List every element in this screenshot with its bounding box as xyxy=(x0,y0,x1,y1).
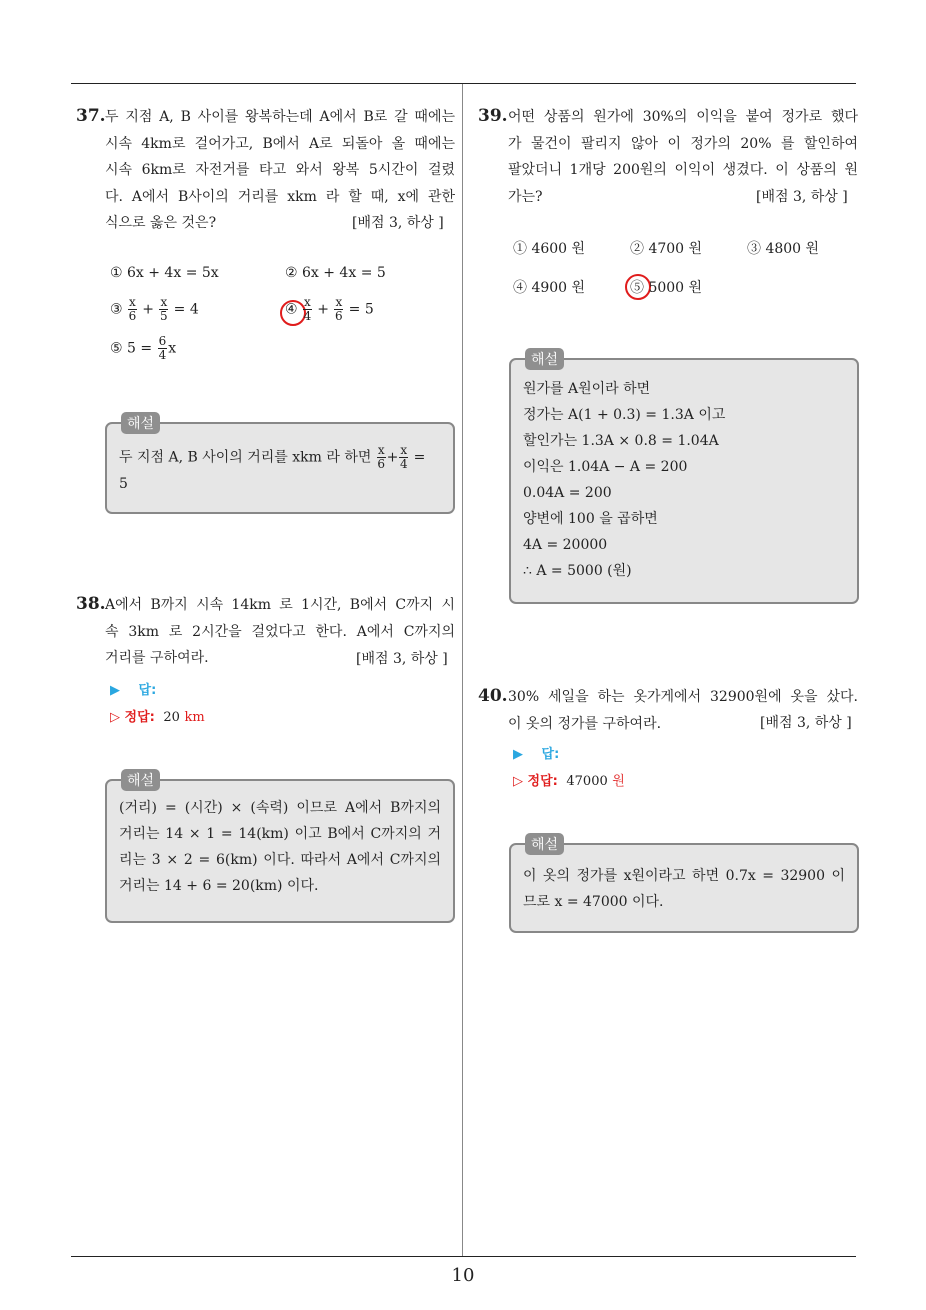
solution-line: 거리는 14 + 6 = 20(km) 이다. xyxy=(119,878,319,894)
solution-tag: 해설 xyxy=(525,348,564,370)
solution-box xyxy=(509,837,859,933)
correct-arrow-icon: ▷ xyxy=(513,774,523,789)
question-number: 39. xyxy=(478,106,508,126)
solution-tag: 해설 xyxy=(121,769,160,791)
question-number: 37. xyxy=(76,106,106,126)
fraction xyxy=(159,296,168,323)
answer-arrow-icon: ▶ xyxy=(513,747,523,762)
solution-line: 이익은 1.04A − A = 200 xyxy=(523,459,688,475)
option-mark: ⑤ xyxy=(110,340,123,357)
question-line: 가는? xyxy=(508,188,543,205)
option-1[interactable]: ① 6x + 4x = 5x xyxy=(110,265,219,281)
solution-text xyxy=(523,376,845,584)
bottom-rule xyxy=(71,1256,856,1257)
solution-tag: 해설 xyxy=(525,833,564,855)
fraction xyxy=(334,296,343,323)
question-line: 다. A에서 B사이의 거리를 xkm 라 할 때, x에 관한 xyxy=(105,188,455,205)
question-line: 속 3km 로 2시간을 걸었다고 한다. A에서 C까지의 xyxy=(105,623,455,640)
correct-label: 정답: xyxy=(124,710,155,725)
option-3[interactable] xyxy=(110,296,199,323)
option-mark: ⑤ xyxy=(630,280,644,296)
solution-line: ∴ A = 5000 (원) xyxy=(523,563,632,579)
numerator: x xyxy=(400,443,408,457)
difficulty-meta: [배점 3, 하상 ] xyxy=(756,189,848,205)
correct-answer-row xyxy=(110,706,205,725)
answer-row[interactable] xyxy=(110,679,156,698)
option-2[interactable]: ② 4700 원 xyxy=(630,241,703,257)
question-line: 어떤 상품의 원가에 30%의 이익을 붙여 정가로 했다 xyxy=(508,109,858,125)
option-3[interactable]: ③ 4800 원 xyxy=(747,241,820,257)
operator: + xyxy=(142,301,154,318)
page-number: 10 xyxy=(451,1265,475,1286)
question-line: 이 옷의 정가를 구하여라. xyxy=(508,715,662,732)
answer-label: 답: xyxy=(138,683,157,698)
answer-row[interactable] xyxy=(513,743,559,762)
question-line: 팔았더니 1개당 200원의 이익이 생겼다. 이 상품의 원 xyxy=(508,162,858,178)
difficulty-meta: [배점 3, 하상 ] xyxy=(352,215,444,231)
solution-line: 거리는 14 × 1 = 14(km) 이고 B에서 C까지의 거 xyxy=(119,826,441,842)
solution-prefix: 두 지점 A, B 사이의 거리를 xkm 라 하면 xyxy=(119,449,372,466)
fraction xyxy=(399,444,408,471)
numerator: x xyxy=(129,295,136,309)
question-line: 식으로 옳은 것은? xyxy=(105,215,217,231)
option-mark: ③ xyxy=(110,301,123,318)
correct-value: 20 xyxy=(163,710,180,725)
lhs: 5 = xyxy=(127,340,153,357)
solution-line: 이 옷의 정가를 x원이라고 하면 0.7x = 32900 이 xyxy=(523,868,845,884)
correct-value: 47000 xyxy=(566,774,608,789)
difficulty-meta: [배점 3, 하상 ] xyxy=(760,715,852,731)
difficulty-meta: [배점 3, 하상 ] xyxy=(356,651,448,667)
answer-label: 답: xyxy=(541,747,560,762)
question-line: 30% 세일을 하는 옷가게에서 32900원에 옷을 샀다. xyxy=(508,689,858,705)
solution-line: 할인가는 1.3A × 0.8 = 1.04A xyxy=(523,433,719,449)
question-line: A에서 B까지 시속 14km 로 1시간, B에서 C까지 시 xyxy=(105,597,455,613)
solution-line: 4A = 20000 xyxy=(523,537,608,553)
correct-unit: km xyxy=(184,710,205,725)
option-4[interactable] xyxy=(285,296,374,323)
numerator: x xyxy=(335,295,343,309)
solution-text xyxy=(119,444,441,497)
fraction xyxy=(303,296,312,323)
rhs: = 4 xyxy=(173,301,199,318)
solution-line: (거리) = (시간) × (속력) 이므로 A에서 B까지의 xyxy=(119,800,441,816)
column-divider xyxy=(462,84,463,1256)
numerator: 6 xyxy=(158,334,167,348)
variable: x xyxy=(168,340,177,357)
numerator: x xyxy=(377,443,385,457)
option-4[interactable]: ④ 4900 원 xyxy=(513,280,586,296)
solution-box xyxy=(105,416,455,514)
solution-box xyxy=(509,352,859,604)
rhs: = 5 xyxy=(348,301,374,318)
solution-line: 0.04A = 200 xyxy=(523,485,612,501)
operator: + xyxy=(317,301,329,318)
fraction xyxy=(128,296,137,323)
solution-tag: 해설 xyxy=(121,412,160,434)
top-rule xyxy=(71,83,856,84)
solution-box xyxy=(105,773,455,923)
solution-line xyxy=(119,444,441,471)
question-line: 두 지점 A, B 사이를 왕복하는데 A에서 B로 갈 때에는 xyxy=(105,109,455,125)
solution-line: 양변에 100 을 곱하면 xyxy=(523,511,658,527)
denominator: 5 xyxy=(160,309,168,323)
fraction xyxy=(377,444,386,471)
option-5[interactable] xyxy=(110,335,176,362)
correct-label: 정답: xyxy=(527,774,558,789)
denominator: 6 xyxy=(377,457,386,471)
solution-text xyxy=(119,795,441,899)
solution-line: 정가는 A(1 + 0.3) = 1.3A 이고 xyxy=(523,407,726,423)
solution-line: 리는 3 × 2 = 6(km) 이다. 따라서 A에서 C까지의 xyxy=(119,852,441,868)
question-number: 40. xyxy=(478,686,508,706)
question-line: 시속 6km로 자전거를 타고 와서 왕복 5시간이 걸렸 xyxy=(105,162,455,178)
question-number: 38. xyxy=(76,594,106,614)
answer-arrow-icon: ▶ xyxy=(110,683,120,698)
denominator: 4 xyxy=(158,348,167,362)
numerator: x xyxy=(160,295,168,309)
option-mark: ④ xyxy=(285,301,298,318)
denominator: 6 xyxy=(128,309,137,323)
option-value: 5000 원 xyxy=(648,280,703,296)
question-line: 거리를 구하여라. xyxy=(105,650,209,666)
option-2[interactable]: ② 6x + 4x = 5 xyxy=(285,265,386,281)
option-5[interactable] xyxy=(630,277,702,297)
denominator: 4 xyxy=(399,457,408,471)
solution-line: 5 xyxy=(119,476,128,492)
operator: = xyxy=(413,449,426,466)
denominator: 4 xyxy=(303,309,312,323)
question-line: 가 물건이 팔리지 않아 이 정가의 20% 를 할인하여 xyxy=(508,135,858,152)
correct-arrow-icon: ▷ xyxy=(110,710,120,725)
option-1[interactable]: ① 4600 원 xyxy=(513,241,586,257)
solution-line: 원가를 A원이라 하면 xyxy=(523,381,651,397)
question-line: 시속 4km로 걸어가고, B에서 A로 되돌아 올 때에는 xyxy=(105,135,455,152)
correct-unit: 원 xyxy=(612,774,625,789)
numerator: x xyxy=(304,295,311,309)
denominator: 6 xyxy=(335,309,343,323)
solution-line: 므로 x = 47000 이다. xyxy=(523,894,664,910)
correct-answer-row xyxy=(513,770,625,789)
solution-text xyxy=(523,863,845,915)
fraction xyxy=(158,335,168,362)
operator: + xyxy=(386,449,399,466)
